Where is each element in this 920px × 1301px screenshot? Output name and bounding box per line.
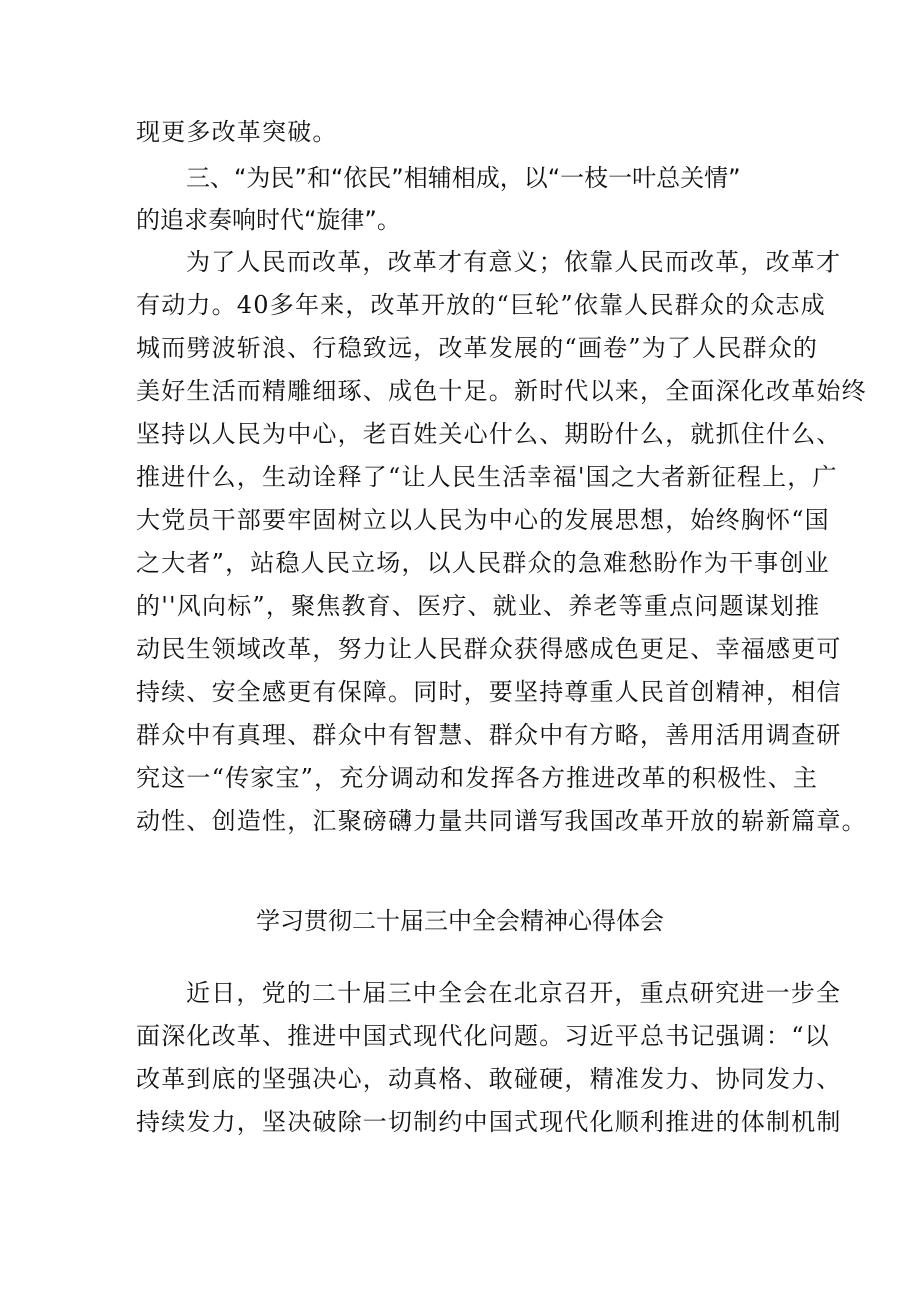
- paragraph-line: 面深化改革、推进中国式现代化问题。习近平总书记强调：“以: [136, 1022, 830, 1050]
- continuation-line: 现更多改革突破。: [136, 118, 338, 146]
- paragraph-line: 的''风向标”，聚焦教育、医疗、就业、养老等重点问题谋划推: [136, 592, 821, 620]
- paragraph-line: 动性、创造性，汇聚磅礴力量共同谱写我国改革开放的崭新篇章。: [136, 807, 867, 835]
- paragraph-line: 大党员干部要牢固树立以人民为中心的发展思想，始终胸怀“国: [136, 506, 830, 534]
- paragraph-line: 持续发力，坚决破除一切制约中国式现代化顺利推进的体制机制: [136, 1108, 842, 1136]
- section-heading-line-1: 三、“为民”和“依民”相辅相成，以“一枝一叶总关情”: [186, 164, 741, 192]
- paragraph-line: 城而劈波斩浪、行稳致远，改革发展的“画卷”为了人民群众的: [136, 334, 819, 362]
- paragraph-line: 为了人民而改革，改革才有意义；依靠人民而改革，改革才: [186, 248, 842, 276]
- paragraph-line: 之大者”，站稳人民立场，以人民群众的急难愁盼作为干事创业: [136, 549, 830, 577]
- paragraph-line: 改革到底的坚强决心，动真格、敢碰硬，精准发力、协同发力、: [136, 1065, 842, 1093]
- paragraph-line: 动民生领域改革，努力让人民群众获得感成色更足、幸福感更可: [136, 635, 842, 663]
- paragraph-line: 持续、安全感更有保障。同时，要坚持尊重人民首创精神，相信: [136, 678, 842, 706]
- paragraph-line: 近日，党的二十届三中全会在北京召开，重点研究进一步全: [186, 979, 842, 1007]
- paragraph-line: 有动力。40多年来，改革开放的“巨轮”依靠人民群众的众志成: [136, 291, 826, 319]
- paragraph-line: 群众中有真理、群众中有智慧、群众中有方略，善用活用调查研: [136, 721, 842, 749]
- paragraph-line: 美好生活而精雕细琢、成色十足。新时代以来，全面深化改革始终: [136, 377, 867, 405]
- section-heading-line-2: 的追求奏响时代“旋律”。: [136, 206, 401, 234]
- paragraph-line: 坚持以人民为中心，老百姓关心什么、期盼什么，就抓住什么、: [136, 420, 842, 448]
- paragraph-line: 推进什么，生动诠释了“让人民生活幸福'国之大者新征程上，广: [136, 463, 838, 491]
- paragraph-line: 究这一“传家宝”，充分调动和发挥各方推进改革的积极性、主: [136, 764, 819, 792]
- article-title: 学习贯彻二十届三中全会精神心得体会: [256, 907, 664, 935]
